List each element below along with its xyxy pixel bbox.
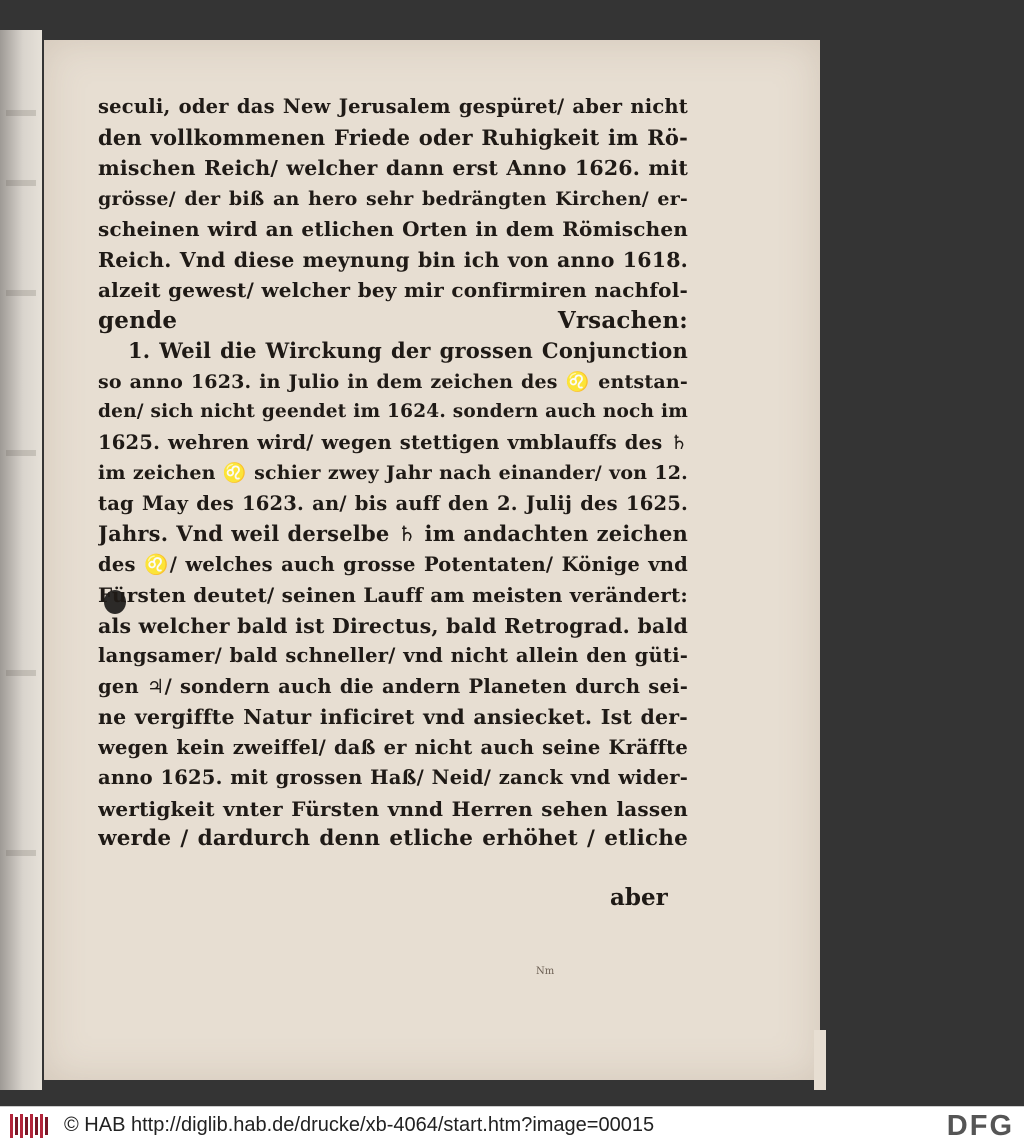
- hab-logo-icon: [10, 1113, 48, 1139]
- text-line: gende Vrsachen:: [98, 306, 688, 334]
- text-line: scheinen wird an etlichen Orten in dem Römischen: [98, 217, 688, 241]
- text-line: so anno 1623. in Julio in dem zeichen des ♌ entstan-: [98, 370, 688, 393]
- text-line: mischen Reich/ welcher dann erst Anno 1626. mit: [98, 156, 688, 180]
- text-line: im zeichen ♌ schier zwey Jahr nach einander/ von 12.: [98, 462, 688, 484]
- text-line: als welcher bald ist Directus, bald Retrograd. bald: [98, 613, 688, 638]
- catchword: aber: [610, 884, 668, 911]
- text-line: Jahrs. Vnd weil derselbe ♄ im andachten zeichen: [98, 521, 688, 546]
- text-line: Fürsten deutet/ seinen Lauff am meisten verändert:: [98, 583, 688, 607]
- text-line: alzeit gewest/ welcher bey mir confirmiren nachfol-: [98, 278, 688, 302]
- text-line: langsamer/ bald schneller/ vnd nicht allein den güti-: [98, 644, 688, 667]
- text-line: grösse/ der biß an hero sehr bedrängten Kirchen/ er-: [98, 187, 688, 210]
- text-line: des ♌/ welches auch grosse Potentaten/ Könige vnd: [98, 552, 688, 576]
- page-text: [98, 92, 688, 855]
- text-line: seculi, oder das New Jerusalem gespüret/ aber nicht: [98, 95, 688, 118]
- text-line: werde / dardurch denn etliche erhöhet / etliche: [98, 826, 688, 851]
- copyright-url[interactable]: © HAB http://diglib.hab.de/drucke/xb-4064/start.htm?image=00015: [64, 1114, 655, 1136]
- previous-page-edge: [0, 30, 42, 1090]
- signature-mark: Nm: [536, 966, 555, 977]
- text-line: 1. Weil die Wirckung der grossen Conjunction: [128, 338, 688, 363]
- text-line: tag May des 1623. an/ bis auff den 2. Julij des 1625.: [98, 491, 688, 515]
- text-line: gen ♃/ sondern auch die andern Planeten durch sei-: [98, 674, 688, 698]
- text-line: Reich. Vnd diese meynung bin ich von anno 1618.: [98, 247, 688, 272]
- text-line: wegen kein zweiffel/ daß er nicht auch seine Kräffte: [98, 735, 688, 759]
- text-line: anno 1625. mit grossen Haß/ Neid/ zanck vnd wider-: [98, 766, 688, 789]
- text-line: 1625. wehren wird/ wegen stettigen vmblauffs des ♄: [98, 430, 688, 454]
- dfg-logo: DFG: [946, 1110, 1014, 1142]
- text-line: den/ sich nicht geendet im 1624. sondern auch noch im: [98, 401, 688, 422]
- text-line: wertigkeit vnter Fürsten vnnd Herren sehen lassen: [98, 796, 688, 821]
- footer-bar: [0, 1106, 1024, 1144]
- text-line: den vollkommenen Friede oder Ruhigkeit im Rö-: [98, 124, 688, 150]
- text-line: ne vergiffte Natur inficiret vnd ansiecket. Ist der-: [98, 705, 688, 729]
